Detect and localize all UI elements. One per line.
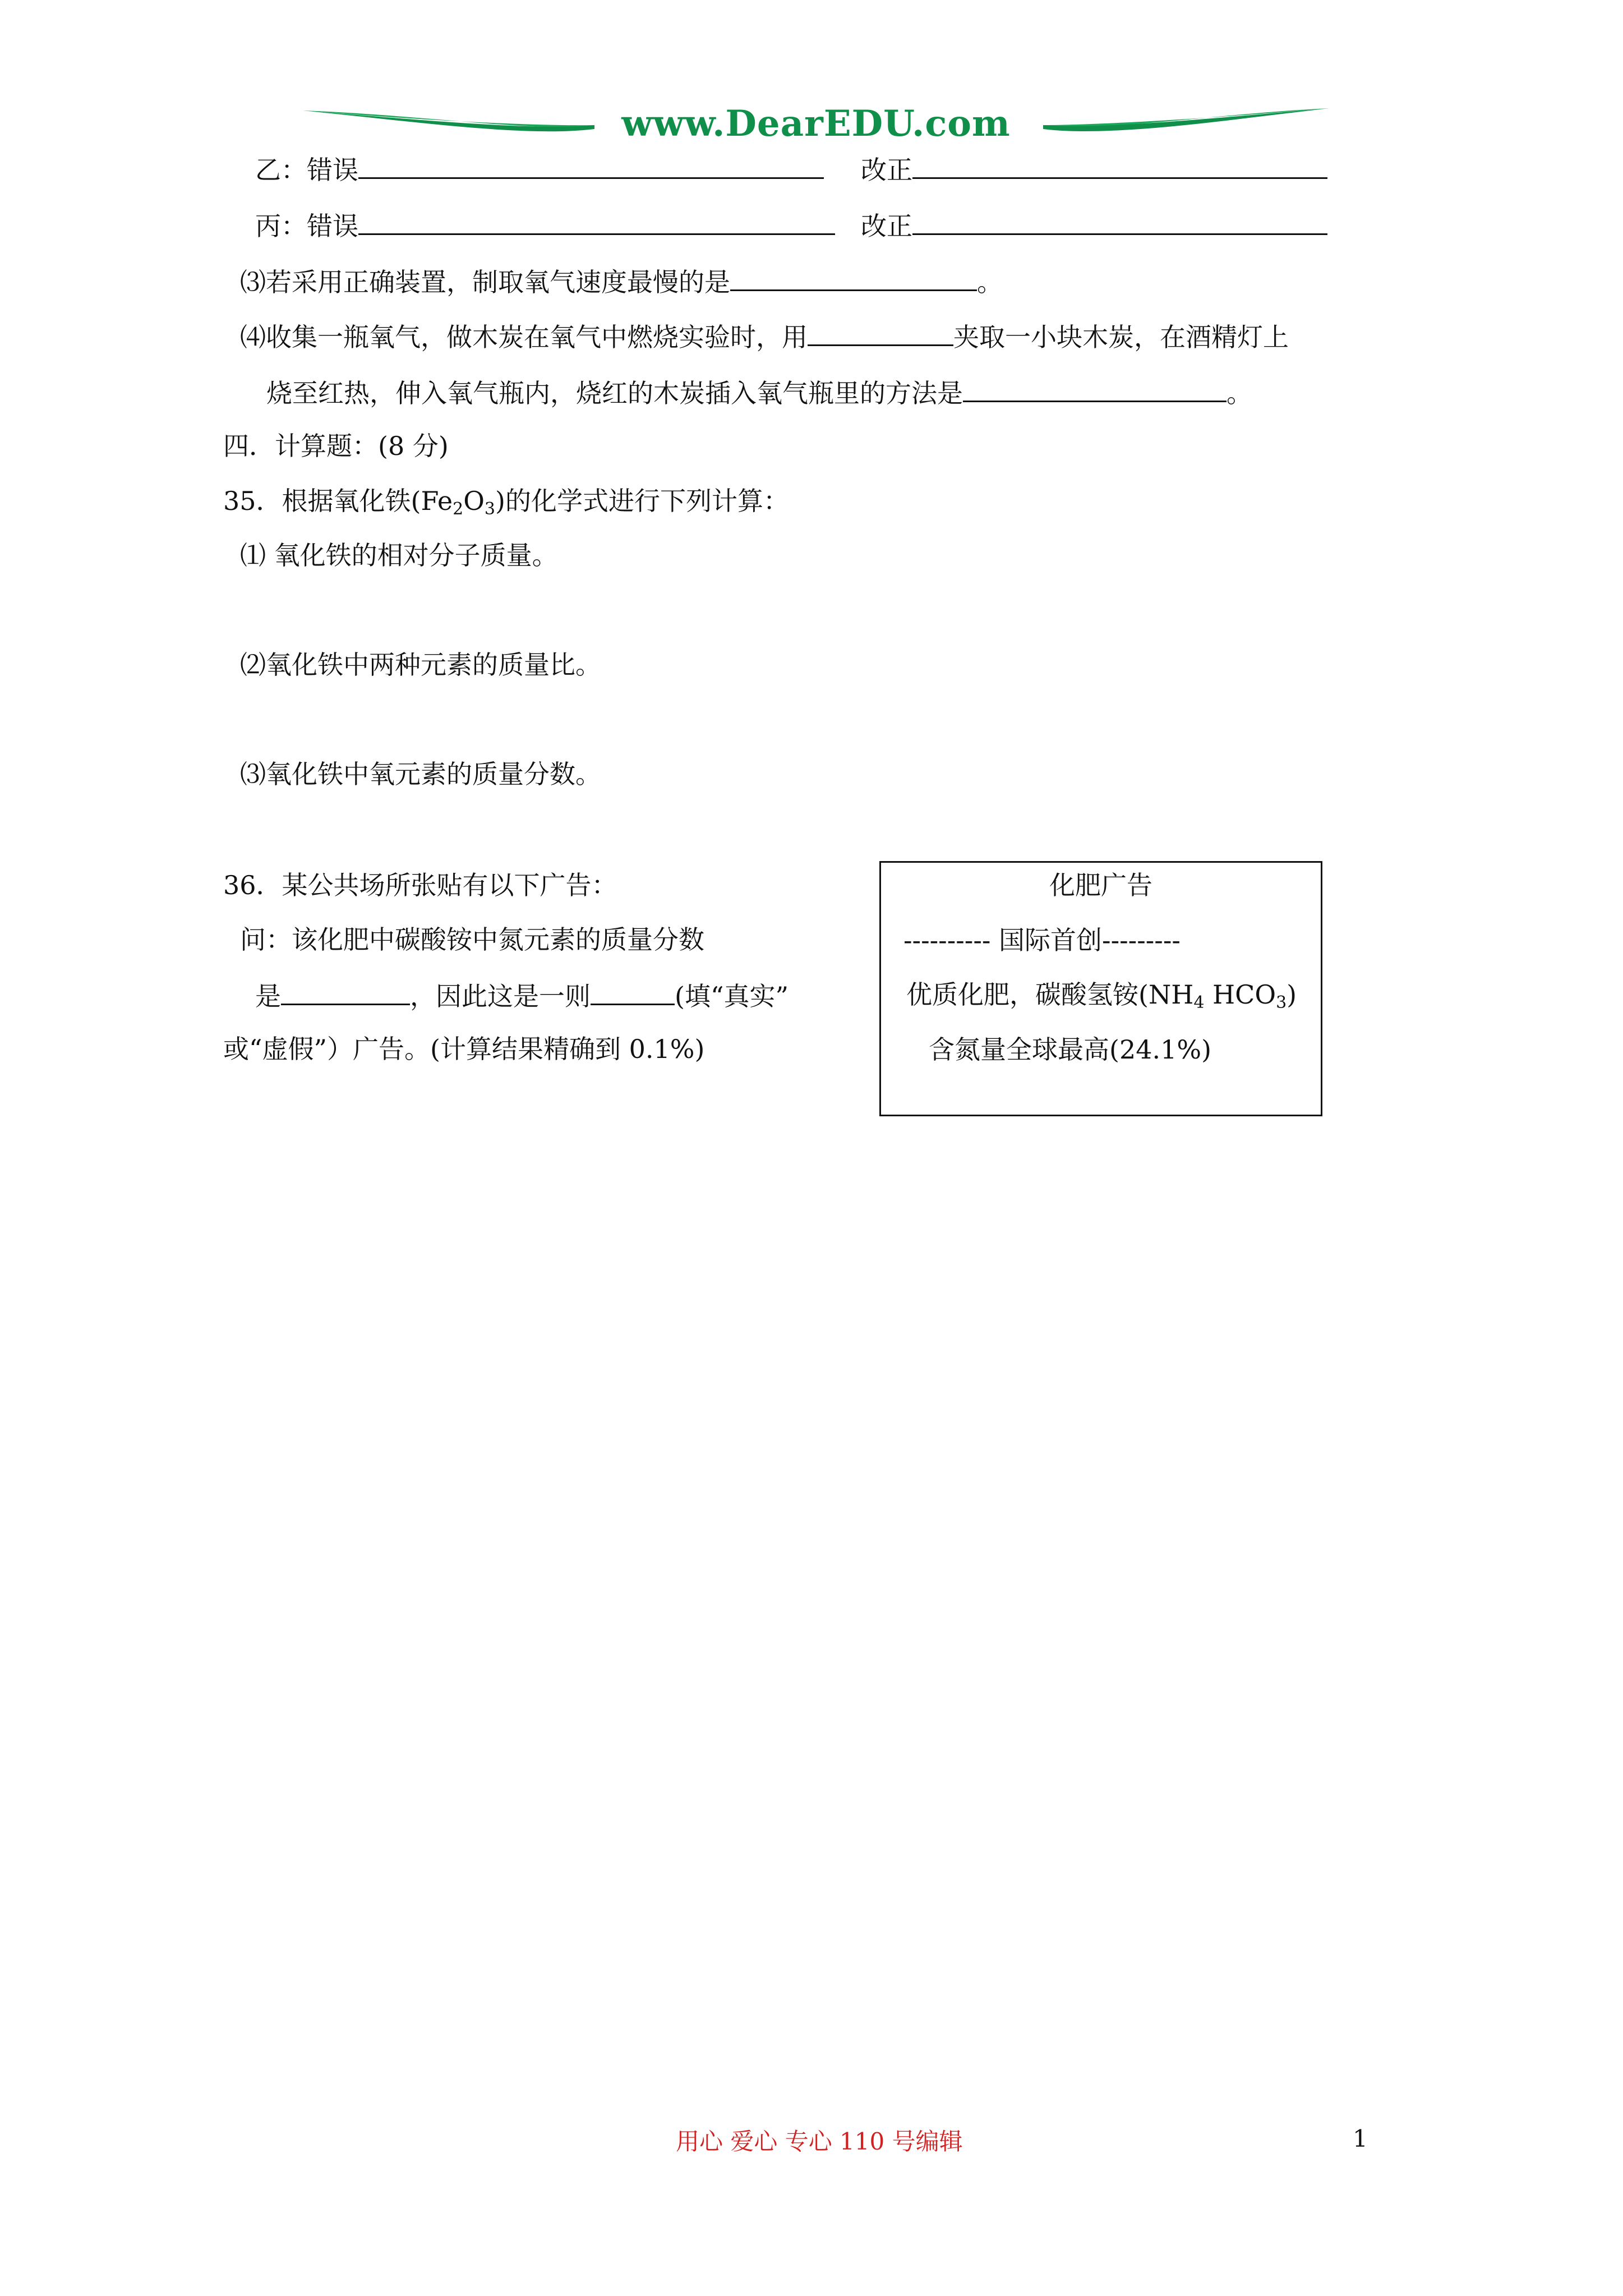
question-35-part-1: ⑴ 氧化铁的相对分子质量。 (240, 540, 558, 570)
q36-text-c: (填“真实” (675, 981, 789, 1011)
q36-text-b: ，因此这是一则 (410, 981, 591, 1011)
ad-sub-4: 4 (1193, 993, 1205, 1013)
question-36-line3 (255, 978, 789, 1013)
q35-sub-2: 3 (484, 499, 496, 519)
question-3 (240, 264, 1003, 299)
bing-fix-blank[interactable] (912, 208, 1327, 235)
row-bing-fix-label: 改正 (861, 211, 912, 241)
question-35-part-3: ⑶氧化铁中氧元素的质量分数。 (240, 759, 601, 789)
row-bing-fix (861, 208, 1327, 243)
row-yi (255, 151, 824, 187)
q36-true-false-blank[interactable] (591, 978, 675, 1005)
ad-slogan: ---------- 国际首创--------- (903, 925, 1181, 955)
question-4-text-a: ⑷收集一瓶氧气，做木炭在氧气中燃烧实验时，用 (240, 322, 808, 352)
q36-text-a: 是 (255, 981, 281, 1011)
question-36-ask: 问：该化肥中碳酸铵中氮元素的质量分数 (240, 924, 704, 955)
ad-product-c: ) (1287, 979, 1297, 1010)
ad-claim: 含氮量全球最高(24.1%) (929, 1034, 1212, 1065)
question-3-blank[interactable] (730, 264, 977, 291)
row-bing (255, 208, 835, 243)
bing-error-blank[interactable] (358, 208, 835, 235)
question-4-text-c: 烧至红热，伸入氧气瓶内，烧红的木炭插入氧气瓶里的方法是 (266, 378, 963, 408)
fertilizer-ad-box (879, 861, 1322, 1116)
row-yi-fix (861, 151, 1327, 187)
row-bing-label: 丙：错误 (255, 211, 358, 241)
section-4-title: 四．计算题：(8 分) (223, 431, 449, 461)
ad-product-b: HCO (1204, 979, 1276, 1010)
ad-sub-3: 3 (1276, 993, 1287, 1013)
q36-percent-blank[interactable] (281, 978, 410, 1005)
q35-sub-1: 2 (453, 499, 464, 519)
ad-product-a: 优质化肥，碳酸氢铵(NH (906, 979, 1194, 1010)
ad-title: 化肥广告 (1049, 870, 1152, 900)
yi-fix-blank[interactable] (912, 151, 1327, 179)
question-4-line2 (266, 375, 1252, 410)
row-yi-label: 乙：错误 (255, 155, 358, 185)
question-4-method-blank[interactable] (963, 375, 1227, 402)
question-3-end: 。 (977, 267, 1003, 297)
question-4-end: 。 (1227, 378, 1252, 408)
footer-editor-note: 用心 爱心 专心 110 号编辑 (676, 2128, 963, 2155)
q35-intro-c: )的化学式进行下列计算： (495, 486, 789, 516)
site-url-logo: www.DearEDU.com (621, 103, 1011, 145)
question-4-text-b: 夹取一小块木炭，在酒精灯上 (953, 322, 1289, 352)
yi-error-blank[interactable] (358, 151, 824, 179)
question-4-line1 (240, 319, 1289, 354)
q35-intro-a: 35．根据氧化铁(Fe (223, 486, 453, 516)
question-3-text: ⑶若采用正确装置，制取氧气速度最慢的是 (240, 267, 730, 297)
question-35-part-2: ⑵氧化铁中两种元素的质量比。 (240, 650, 601, 680)
question-35-intro (223, 484, 789, 518)
q35-intro-b: O (463, 486, 485, 516)
question-4-tool-blank[interactable] (808, 319, 953, 346)
row-yi-fix-label: 改正 (861, 155, 912, 185)
page-number: 1 (1353, 2125, 1368, 2152)
site-header-banner (303, 98, 1329, 149)
question-36-line4: 或“虚假”）广告。(计算结果精确到 0.1%) (223, 1034, 705, 1064)
question-36-intro: 36．某公共场所张贴有以下广告： (223, 870, 617, 900)
ad-product (906, 978, 1346, 1011)
